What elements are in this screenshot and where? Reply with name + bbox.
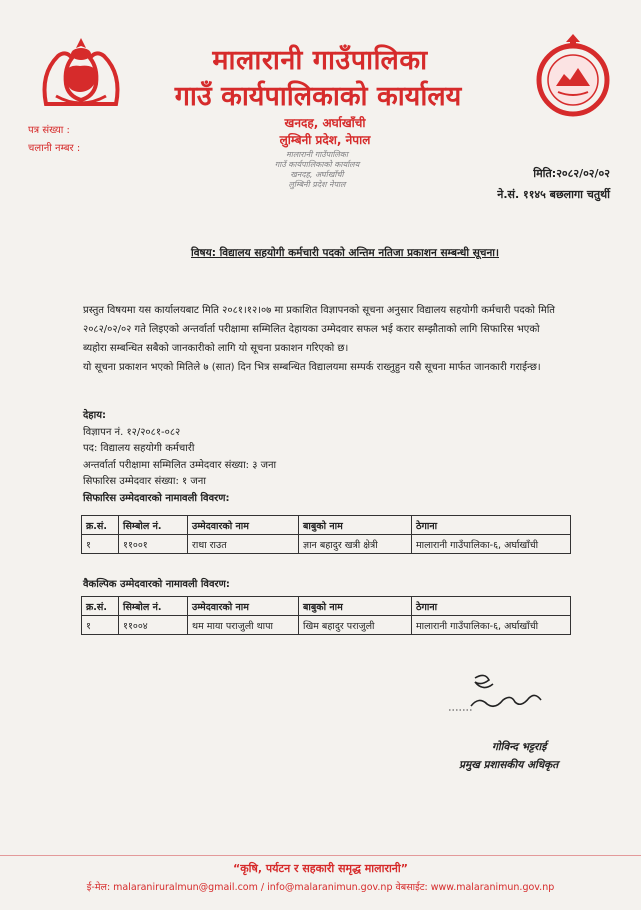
signatory-title: प्रमुख प्रशासकीय अधिकृत [459,759,559,771]
municipality-logo-icon [528,30,618,120]
cell: ११००१ [119,535,188,554]
body-line: २०८२/०२/०२ गते लिइएको अन्तर्वार्ता परीक्षामा सम्मिलित देहायका उम्मेदवार सफल भई करार सम्झौताको लागि सिफारिस भएको [83,324,540,335]
interview-count: अन्तर्वार्ता परीक्षामा सम्मिलित उम्मेदवार संख्या: ३ जना [83,459,277,471]
col-serial: क्र.सं. [82,516,119,535]
details-heading: देहाय: [83,410,107,421]
body-line: प्रस्तुत विषयमा यस कार्यालयबाट मिति २०८१।१२।०७ मा प्रकाशित विज्ञापनको सूचना अनुसार विद्यालय सहयोगी कर्मचारी पदको मिति [83,305,555,316]
ref-no-label: पत्र संख्या : [28,125,70,136]
cell: १ [82,535,119,554]
handwritten-signature [445,670,555,722]
col-father: बाबुको नाम [299,597,412,616]
body-line: यो सूचना प्रकाशन भएको मितिले ७ (सात) दिन भित्र सम्बन्धित विद्यालयमा सम्पर्क राख्नुहुन यसै सूचना मार्फत जानकारी गराईन्छ। [83,362,541,373]
date-block [450,166,610,208]
col-candidate: उम्मेदवारको नाम [188,516,299,535]
cell: १ [82,616,119,635]
office-stamp [262,150,372,212]
col-serial: क्र.सं. [82,597,119,616]
cell: ११००४ [119,616,188,635]
recommended-count: सिफारिस उम्मेदवार संख्या: १ जना [83,476,206,487]
advert-no: विज्ञापन नं. १२/२०८१-०८२ [83,426,181,438]
table-header-row [82,516,571,535]
cell: खिम बहादुर पराजुली [299,616,412,635]
stamp-line: लुम्बिनी प्रदेश नेपाल [288,180,346,189]
stamp-line: मालारानी गाउँपालिका [285,150,349,159]
col-symbol: सिम्बोल नं. [119,516,188,535]
footer-contact: ई-मेल: malaraniruralmun@gmail.com / info@malaranimun.gov.np वेबसाईट: www.malaranimun.gov.np [86,882,555,893]
signatory-name: गोविन्द भट्टराई [492,741,547,753]
details-block [83,408,483,507]
cell: थम माया पराजुली थापा [188,616,299,635]
col-candidate: उम्मेदवारको नाम [188,597,299,616]
org-title-line2: गाउँ कार्यपालिकाको कार्यालय [174,81,462,112]
col-father: बाबुको नाम [299,516,412,535]
national-emblem-icon [36,34,126,114]
dispatch-no-label: चलानी नम्बर : [28,143,81,154]
cell: मालारानी गाउँपालिका-६, अर्घाखाँची [412,535,571,554]
body-line: ब्यहोरा सम्बन्धित सबैको जानकारीको लागि यो सूचना प्रकाशन गरिएको छ। [83,343,349,354]
footer-slogan: “कृषि, पर्यटन र सहकारी समृद्ध मालारानी” [233,862,408,875]
cell: मालारानी गाउँपालिका-६, अर्घाखाँची [412,616,571,635]
notice-body [83,301,593,377]
recommended-list-heading: सिफारिस उम्मेदवारको नामावली विवरण: [83,492,230,504]
alternate-table [81,596,571,635]
nepal-sambat-line: ने.सं. ११४५ बछलागा चतुर्थी [497,188,610,201]
table-row [82,616,571,635]
subject-line: विषय: विद्यालय सहयोगी कर्मचारी पदको अन्तिम नतिजा प्रकाशन सम्बन्धी सूचना। [191,247,499,259]
stamp-line: खनदह, अर्घाखाँची [290,170,344,179]
col-address: ठेगाना [412,516,571,535]
table-header-row [82,597,571,616]
recommended-table [81,515,571,554]
post-name: पद: विद्यालय सहयोगी कर्मचारी [83,443,195,454]
org-title-line1: मालारानी गाउँपालिका [212,45,428,76]
table-row [82,535,571,554]
footer-divider [0,855,641,856]
address-line1: खनदह, अर्घाखाँची [284,116,366,130]
date-line: मिति:२०८२/०२/०२ [533,167,610,180]
col-symbol: सिम्बोल नं. [119,597,188,616]
col-address: ठेगाना [412,597,571,616]
cell: राधा राउत [188,535,299,554]
address-line2: लुम्बिनी प्रदेश, नेपाल [279,133,371,147]
cell: ज्ञान बहादुर खत्री क्षेत्री [299,535,412,554]
alternate-list-heading: वैकल्पिक उम्मेदवारको नामावली विवरण: [83,579,230,590]
stamp-line: गाउँ कार्यपालिकाको कार्यालय [274,160,360,169]
